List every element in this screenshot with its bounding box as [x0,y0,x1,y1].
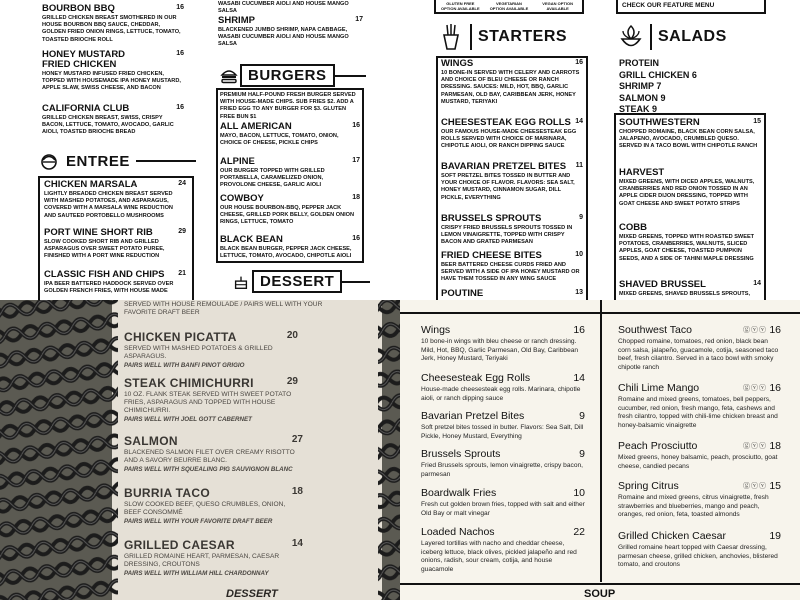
item-description: MIXED GREENS, SHAVED BRUSSELS SPROUTS, [619,291,751,297]
item-description: Fresh cut golden brown fries, topped with salt and either Old Bay or malt vinegar [421,501,585,517]
item-price: 14 [753,280,761,287]
menu-item-brussels-sprouts [421,448,585,479]
item-name: Loaded Nachos [421,526,495,538]
item-description: Mixed greens, honey balsamic, peach, prosciutto, goat cheese, candied pecans [618,454,778,470]
menu-item-shrimp [218,16,363,49]
item-name: CHICKEN MARSALA [44,179,138,190]
item-name: SOUTHWESTERN [619,117,700,128]
item-price: 9 [579,410,585,422]
section-header-salads [618,22,770,52]
item-price: 18 [352,194,360,201]
protein-option: STEAK 9 [619,104,658,114]
fries-icon [438,22,464,52]
item-price: 17 [355,16,363,23]
item-name: Brussels Sprouts [421,448,501,460]
menu-item-poutine [441,289,583,299]
dietary-legend [434,0,584,14]
item-description: MIXED GREENS, WITH DICED APPLES, WALNUTS, CRANBERRIES AND RED ONION TOSSED IN AN APPLE CIDER DIJON DRESSING, TOPPED WITH GOAT CHEESE AND SWEET POTATO STRIPS [619,179,755,207]
burger-icon [218,65,240,87]
snippet-text: WASABI CUCUMBER AIOLI AND HOUSE MANGO SALSA [218,1,349,15]
menu-item-fried-cheese-bites [441,251,583,284]
dietary-icons: ⓖⓥⓥ [743,443,767,450]
item-name: Boardwalk Fries [421,487,497,499]
item-price: 21 [178,270,186,277]
item-name: Bavarian Pretzel Bites [421,410,525,422]
section-title: STARTERS [478,28,568,45]
section-title: SALADS [658,28,727,45]
item-price: 10 [575,251,583,258]
item-description: SLOW COOKED SHORT RIB AND GRILLED ASPARAGUS OVER SWEET POTATO PUREE, FINISHED WITH A PORT WINE REDUCTION [44,239,165,260]
menu-item-loaded-nachos [421,526,585,574]
item-description: 10 bone-in wings with bleu cheese or ranch dressing. Mild, Hot, BBQ, Garlic Parmesan, Old Bay, Caribbean Jerk, Honey Mustard, Teriyaki [421,338,579,363]
column-divider [600,300,602,582]
menu-item-chicken-marsala [44,180,186,220]
item-name: Chili Lime Mango [618,382,700,394]
item-description: CHOPPED ROMAINE, BLACK BEAN CORN SALSA, JALAPENO, AVOCADO, CRUMBLED QUESO. SERVED IN A TACO BOWL WITH CHIPOTLE RANCH [619,129,758,150]
menu-item-bourbon-bbq [42,4,184,44]
item-price: 16 [352,235,360,242]
menu-item-all-american [220,122,360,147]
item-name: COWBOY [220,193,264,204]
item-name: Peach Prosciutto [618,440,698,452]
protein-option: SHRIMP 7 [619,81,662,91]
item-price: 16 [575,59,583,66]
menu-panel-cream [400,300,800,600]
item-price: 16 [769,324,781,336]
item-price: 9 [579,214,583,221]
menu-item-fish-and-chips [44,270,186,295]
protein-option: GRILL CHICKEN 6 [619,69,697,80]
item-name: POUTINE [441,288,484,299]
item-price: 16 [176,4,184,11]
menu-item-pretzel-bites [421,410,585,441]
item-price: 16 [176,50,184,57]
item-price: 29 [178,228,186,235]
item-description: LIGHTLY BREADED CHICKEN BREAST SERVED WITH MASHED POTATOES, AND ASPARAGUS, COVERED WITH A MARSALA WINE REDUCTION AND SAUTEED PORTOBELLO MUSHROOMS [44,191,173,219]
item-description: Romaine and mixed greens, citrus vinaigrette, fresh strawberries and blueberries, mango and peach, oranges, red onion, feta, toasted almonds [618,494,769,519]
chef-hat-icon [38,150,60,172]
item-name: Wings [421,324,451,336]
item-price: 16 [352,122,360,129]
item-price: 19 [769,530,781,542]
item-name: BRUSSELS SPROUTS [441,213,542,224]
item-description: MAYO, BACON, LETTUCE, TOMATO, ONION, CHOICE OF CHEESE, PICKLE CHIPS [220,133,339,147]
item-price: 14 [575,118,583,125]
menu-item-cowboy [220,194,360,227]
item-name: FRIED CHEESE BITES [441,250,542,261]
section-title: BURGERS [240,64,335,87]
item-description: MIXED GREENS, TOPPED WITH ROASTED SWEET POTATOES, CRANBERRIES, WALNUTS, SLICED APPLES, GOAT CHEESE, TOASTED PUMPKIN SEEDS, AND A SIDE OF TAHINI MAPLE DRESSING [619,234,755,262]
item-description: IPA BEER BATTERED HADDOCK SERVED OVER GOLDEN FRENCH FRIES, WITH HOUSE MADE [44,281,174,295]
section-header-entree [38,150,196,172]
menu-item-cheesesteak-egg-rolls [421,372,585,403]
item-name: PORT WINE SHORT RIB [44,227,153,238]
legend-vegetarian: VEGETARIAN OPTION AVAILABLE [489,1,529,11]
dietary-icons: ⓖⓥⓥ [743,483,767,490]
item-name: Southwest Taco [618,324,692,336]
item-price: 22 [573,526,585,538]
item-name: HARVEST [619,167,665,178]
section-header-starters [438,22,588,52]
item-description: OUR HOUSE BOURBON-BBQ, PEPPER JACK CHEESE, GRILLED PORK BELLY, GOLDEN ONION RINGS, LETTUCE, TOMATO [220,205,355,226]
section-header-burgers [218,64,366,87]
item-price: 16 [769,382,781,394]
protein-addons [619,58,697,116]
item-name: SHAVED BRUSSEL [619,279,706,290]
protein-option: SALMON 9 [619,92,666,103]
soup-heading: SOUP [584,588,616,600]
dietary-icons: ⓖⓥⓥ [743,385,767,392]
menu-item-southwest-taco [618,324,781,372]
item-price: 24 [178,180,186,187]
mesh-table-overlay [0,300,400,600]
item-description: HONEY MUSTARD INFUSED FRIED CHICKEN, TOPPED WITH HOUSEMADE IPA HONEY MUSTARD, APPLE SLAW, SWISS CHEESE, AND BACON [42,71,181,92]
menu-item-cheesesteak-egg-rolls [441,118,583,151]
protein-label: PROTEIN [619,58,660,68]
item-price: 10 [573,487,585,499]
soup-rule [400,583,800,585]
item-price: 11 [575,162,583,169]
menu-item-cobb [619,223,761,263]
menu-item-shaved-brussel [619,280,761,298]
menu-item-wings [421,324,585,364]
menu-item-black-bean [220,235,360,260]
item-description: SOFT PRETZEL BITES TOSSED IN BUTTER AND YOUR CHOICE OF FLAVOR. FLAVORS: SEA SALT, HONEY MUSTARD, CINNAMON SUGAR, DILL PICKLE, EVERYTHING [441,173,575,201]
item-description: 10 BONE-IN SERVED WITH CELERY AND CARROTS AND CHOICE OF BLEU CHEESE OR RANCH DRESSING. SAUCES: MILD, HOT, BBQ, GARLIC PARMESAN, OLD BAY, CARIBBEAN JERK, HONEY MUSTARD, TERIYAKI [441,70,580,105]
item-description: Layered tortillas with nacho and cheddar cheese, iceberg lettuce, black olives, pickled jalapeño and red onions, radish, sour cream, cotija, and house guacamole [421,540,577,573]
item-price: 17 [352,157,360,164]
menu-item-pretzel-bites [441,162,583,202]
item-description: OUR BURGER TOPPED WITH GRILLED PORTABELLA, CARAMELIZED ONION, PROVOLONE CHEESE, GARLIC AIOLI [220,168,325,189]
item-name: Cheesesteak Egg Rolls [421,372,531,384]
item-price: 13 [575,289,583,296]
leaf-bowl-icon [618,22,644,52]
item-name: WINGS [441,58,474,69]
section-title: DESSERT [252,270,342,293]
item-price: 15 [769,480,781,492]
section-header-dessert [230,270,370,293]
item-price: 14 [573,372,585,384]
menu-item-grilled-chicken-caesar [618,530,781,570]
item-description: GRILLED CHICKEN BREAST SMOTHERED IN OUR HOUSE BOURBON BBQ SAUCE, CHEDDAR, GOLDEN FRIED ONION RINGS, LETTUCE, TOMATO, TOASTED BRIOCHE ROLL [42,15,181,43]
dietary-icons: ⓖⓥⓥ [743,327,767,334]
menu-item-harvest [619,168,761,208]
menu-photo-panel [0,300,400,600]
item-price: 15 [753,118,761,125]
item-name: CHEESESTEAK EGG ROLLS [441,117,571,128]
feature-menu-note: CHECK OUR FEATURE MENU [616,0,766,14]
item-name: BOURBON BBQ [42,3,115,14]
item-description: House-made cheesesteak egg rolls. Marinara, chipotle aioli, or ranch dipping sauce [421,386,581,402]
item-description: OUR FAMOUS HOUSE-MADE CHEESESTEAK EGG ROLLS SERVED WITH CHOICE OF MARINARA, CHIPOTLE AIOLI, OR RANCH DIPPING SAUCE [441,129,577,150]
menu-item-port-wine-short-rib [44,228,186,261]
menu-item-california-club [42,104,184,137]
item-name: Spring Citrus [618,480,679,492]
item-description: GRILLED CHICKEN BREAST, SWISS, CRISPY BACON, LETTUCE, TOMATO, AVOCADO, GARLIC AIOLI, TOASTED BRIOCHE BREAD [42,115,174,136]
legend-gluten-free: GLUTEN FREE OPTION AVAILABLE [441,1,480,11]
item-description: Romaine and mixed greens, tomatoes, bell peppers, cucumber, red onion, fresh mango, feta, cashews and fresh cilantro, topped with chili-lime chicken breast and honey-balsamic vinaigrette [618,396,778,429]
top-rule [400,300,800,314]
item-name: BLACK BEAN [220,234,283,245]
menu-panel-starters-salads [400,0,800,300]
menu-item-honey-mustard [42,50,184,93]
item-price: 16 [176,104,184,111]
burgers-intro: PREMIUM HALF-POUND FRESH BURGER SERVED WITH HOUSE-MADE CHIPS. SUB FRIES $2. ADD A FRIED EGG TO ANY BURGER FOR $3. GLUTEN FREE BUN $1 [220,92,356,120]
menu-item-chili-lime-mango [618,382,781,430]
cake-icon [230,271,252,293]
menu-item-brussels-sprouts [441,214,583,247]
item-name: HONEY MUSTARD FRIED CHICKEN [42,49,126,70]
legend-vegan: VEGAN OPTION AVAILABLE [542,1,573,11]
menu-panel-burgers-entree [0,0,400,300]
item-name: SHRIMP [218,15,255,26]
item-name: BAVARIAN PRETZEL BITES [441,161,567,172]
item-price: 18 [769,440,781,452]
menu-item-spring-citrus [618,480,781,520]
menu-item-peach-prosciutto [618,440,781,471]
item-description: Fried Brussels sprouts, lemon vinaigrette, crispy bacon, parmesan [421,462,583,478]
menu-item-alpine [220,157,360,190]
item-name: ALPINE [220,156,255,167]
item-description: BLACK BEAN BURGER, PEPPER JACK CHEESE, LETTUCE, TOMATO, AVOCADO, CHIPOTLE AIOLI [220,246,352,260]
item-name: COBB [619,222,647,233]
menu-item-wings [441,59,583,106]
menu-item-boardwalk-fries [421,487,585,518]
item-description: Soft pretzel bites tossed in butter. Flavors: Sea Salt, Dill Pickle, Honey Mustard, Everything [421,424,584,440]
item-name: Grilled Chicken Caesar [618,530,726,542]
item-price: 16 [573,324,585,336]
item-name: CALIFORNIA CLUB [42,103,130,114]
item-description: Chopped romaine, tomatoes, red onion, black bean corn salsa, jalapeño, guacamole, cotija, seasoned taco beef, fresh cilantro. Served in a taco bowl with smoky chipotle ranch [618,338,779,371]
item-name: ALL AMERICAN [220,121,292,132]
menu-item-southwestern [619,118,761,151]
item-description: CRISPY FRIED BRUSSELS SPROUTS TOSSED IN LEMON VINAIGRETTE, TOPPED WITH CRISPY BACON AND GRATED PARMESAN [441,225,573,246]
item-description: BEER BATTERED CHEESE CURDS FRIED AND SERVED WITH A SIDE OF IPA HONEY MUSTARD OR HAVE THEM TOSSED IN ANY WING SAUCE [441,262,580,283]
section-title: ENTREE [66,152,130,170]
item-description: Grilled romaine heart topped with Caesar dressing, parmesan cheese, grilled chicken, anchovies, blistered tomato, and croutons [618,544,778,569]
item-price: 9 [579,448,585,460]
item-name: CLASSIC FISH AND CHIPS [44,269,165,280]
item-description: BLACKENED JUMBO SHRIMP, NAPA CABBAGE, WASABI CUCUMBER AIOLI AND HOUSE MANGO SALSA [218,27,349,48]
